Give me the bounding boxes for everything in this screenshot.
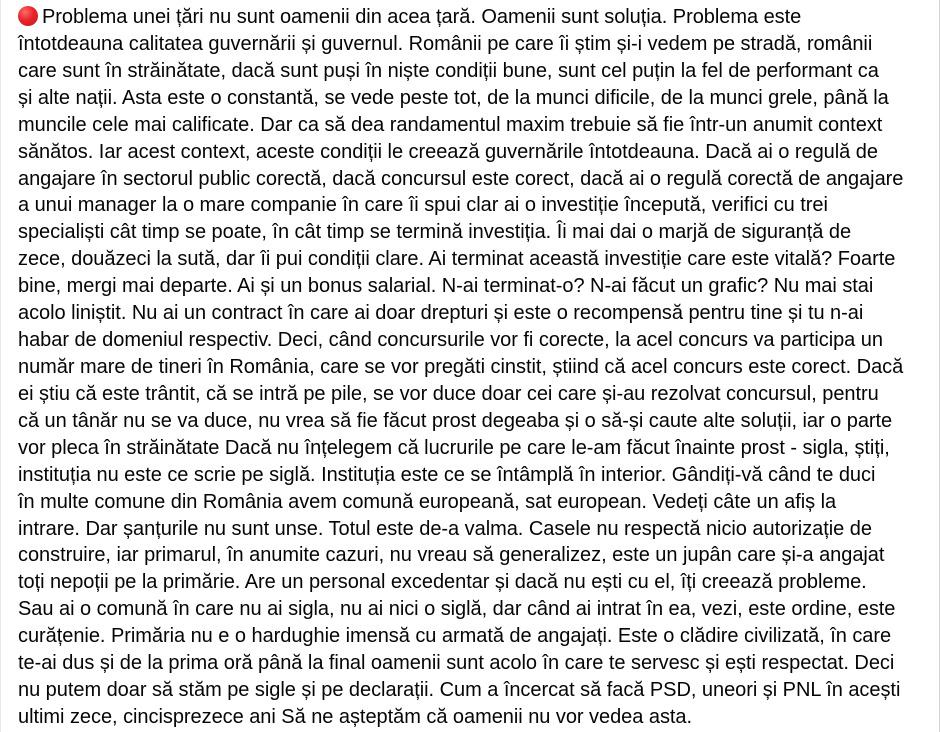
post-line: ultimi zece, cincisprezece ani Să ne așteptăm că oamenii nu vor vedea asta. bbox=[18, 706, 693, 728]
post-line: habar de domeniul respectiv. Deci, când concursurile vor fi corecte, la acel concurs va participa un bbox=[18, 329, 883, 351]
post-line: instituția nu este ce scrie pe siglă. Instituția este ce se întâmplă în interior. Gândiți-vă când te duci bbox=[18, 464, 876, 486]
post-line: sănătos. Iar acest context, aceste condiții le creează guvernările întotdeauna. Dacă ai o regulă de bbox=[18, 141, 878, 163]
post-line: intrare. Dar șanțurile nu sunt unse. Totul este de-a valma. Casele nu respectă nicio autorizație de bbox=[18, 518, 872, 540]
post-line: construire, iar primarul, în anumite cazuri, nu vreau să generalizez, este un jupân care și-a angajat bbox=[18, 544, 885, 566]
post-line: toți nepoții pe la primărie. Are un personal excedentar și dacă nu ești cu el, îți creează probleme. bbox=[18, 571, 867, 593]
post-line: angajare în sectorul public corectă, dacă concursul este corect, dacă ai o regulă corectă de angajare bbox=[18, 168, 904, 190]
post-line: te-ai dus și de la prima oră până la final oamenii sunt acolo în care te servesc și ești respectat. Deci bbox=[18, 652, 895, 674]
post-line: bine, mergi mai departe. Ai și un bonus salarial. N-ai terminat-o? N-ai făcut un grafic? Nu mai stai bbox=[18, 275, 874, 297]
post-line: Sau ai o comună în care nu ai sigla, nu ai nici o siglă, dar când ai intrat în ea, vezi, este ordine, este bbox=[18, 598, 896, 620]
post-line: acolo liniștit. Nu ai un contract în care ai doar drepturi și este o recompensă pentru tine și tu n-ai bbox=[18, 302, 864, 324]
post-line: ei știu că este trântit, că se intră pe pile, se vor duce doar cei care și-au rezolvat concursul, pentru bbox=[18, 383, 879, 405]
post-line: care sunt în străinătate, dacă sunt puși în niște condiții bune, sunt cel puțin la fel de performant ca bbox=[18, 60, 879, 82]
post-text bbox=[18, 4, 940, 732]
post-line bbox=[18, 4, 801, 31]
post-line: specialiști cât timp se poate, în cât timp se termină investiția. Îi mai dai o marjă de siguranță de bbox=[18, 221, 852, 243]
post-line: vor pleca în străinătate Dacă nu înțelegem că lucrurile pe care le-am făcut înainte prost - sigla, știți, bbox=[18, 437, 890, 459]
post-line: zece, douăzeci la sută, dar îi pui condiții clare. Ai terminat această investiție care este vitală? Foarte bbox=[18, 248, 896, 270]
post-line: număr mare de tineri în România, care se vor pregăti cinstit, știind că acel concurs este corect. Dacă bbox=[18, 356, 904, 378]
red-circle-icon bbox=[18, 6, 38, 26]
post-line: în multe comune din România avem comună europeană, sat european. Vedeți câte un afiș la bbox=[18, 491, 837, 513]
post-line: a unui manager la o mare companie în care îi spui clar ai o investiție începută, verifici cu trei bbox=[18, 194, 828, 216]
post-line: curățenie. Primăria nu e o hardughie imensă cu armată de angajați. Este o clădire civilizată, în care bbox=[18, 625, 892, 647]
post-line: muncile cele mai calificate. Dar ca să dea randamentul maxim trebuie să fie într-un anumit context bbox=[18, 114, 883, 136]
post-line: că un tânăr nu se va duce, nu vrea să fie făcut prost degeaba și o să-și caute alte soluții, iar o parte bbox=[18, 410, 893, 432]
post-line-text: Problema unei țări nu sunt oamenii din acea țară. Oamenii sunt soluția. Problema este bbox=[42, 6, 802, 28]
post-line: întotdeauna calitatea guvernării și guvernul. Românii pe care îi știm și-i vedem pe stradă, românii bbox=[18, 33, 873, 55]
post-line: și alte nații. Asta este o constantă, se vede peste tot, de la munci dificile, de la munci grele, până la bbox=[18, 87, 889, 109]
page-left-border bbox=[0, 0, 1, 732]
post-line: nu putem doar să stăm pe sigle și pe declarații. Cum a încercat să facă PSD, uneori și PNL în acești bbox=[18, 679, 901, 701]
